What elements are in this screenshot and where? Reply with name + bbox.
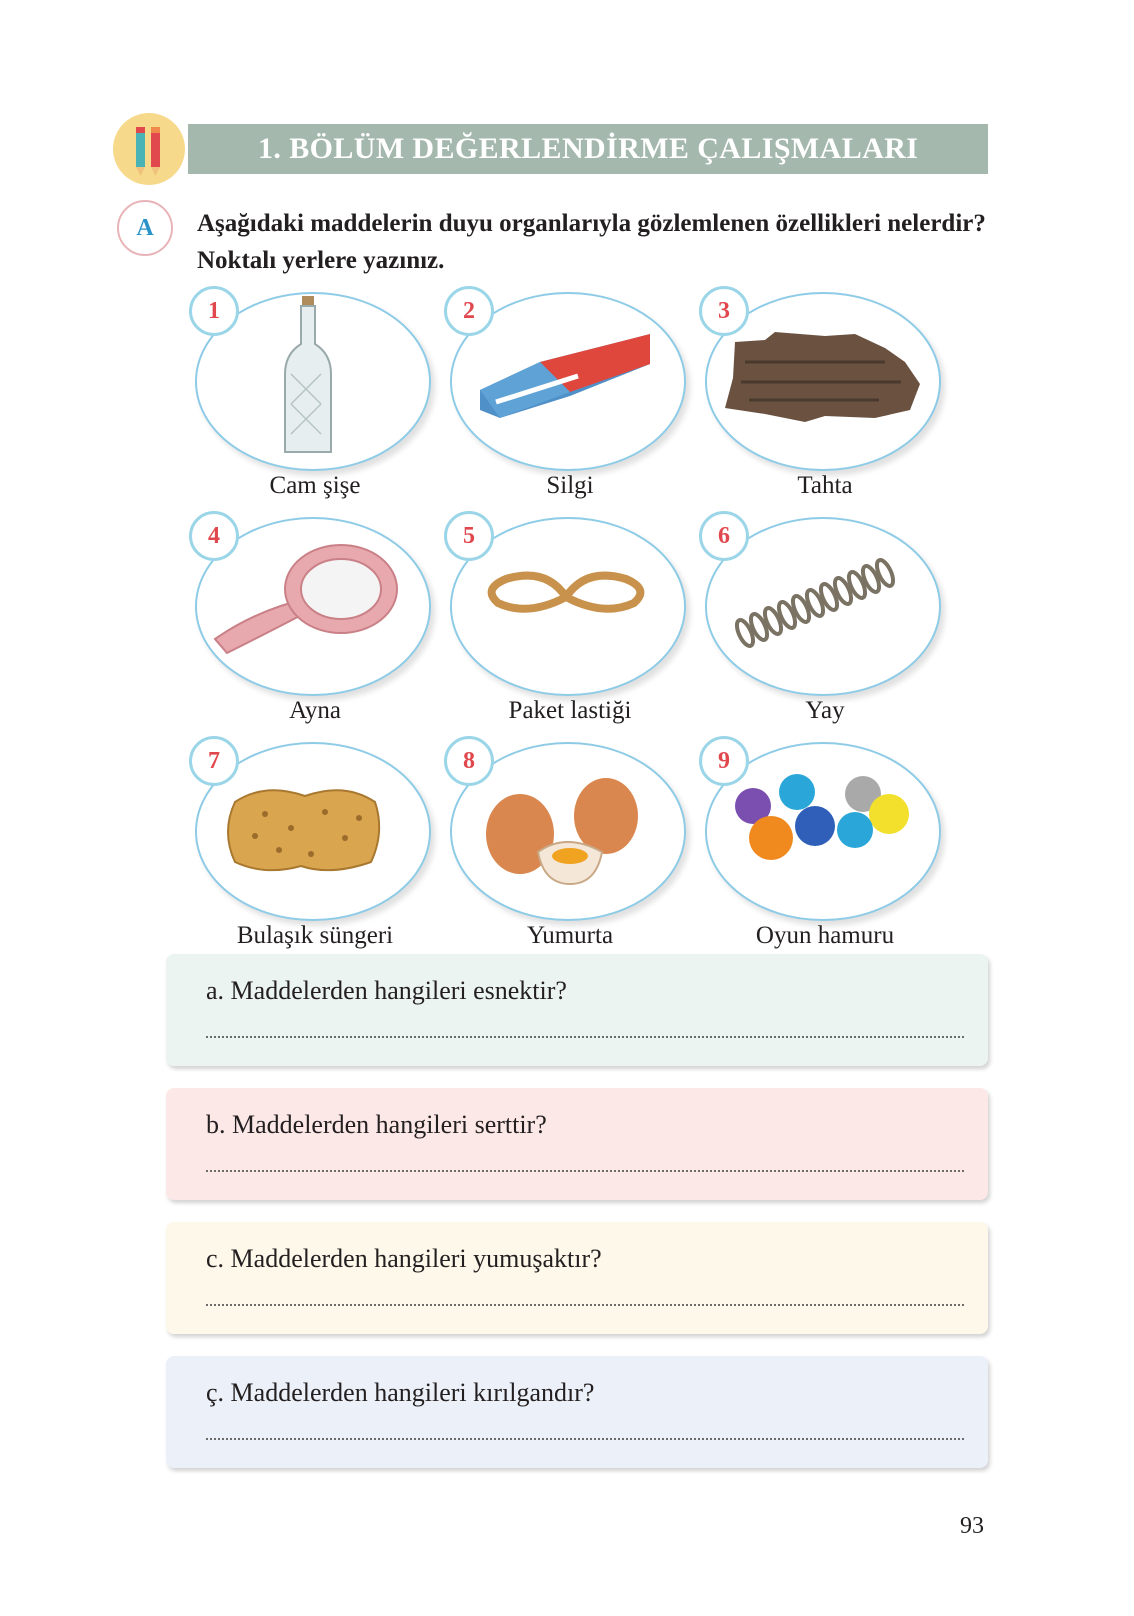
item-label: Bulaşık süngeri (236, 922, 394, 949)
answer-line[interactable] (206, 1170, 964, 1172)
item-label: Ayna (289, 697, 341, 724)
question-text: a. Maddelerden hangileri esnektir? (206, 976, 567, 1005)
item-label: Silgi (546, 472, 594, 499)
pencil-badge-icon (113, 113, 185, 185)
answer-line[interactable] (206, 1438, 964, 1440)
page-number: 93 (960, 1513, 984, 1539)
section-letter-badge: A (117, 200, 173, 256)
item-card (705, 292, 945, 542)
question-box-c (166, 1222, 988, 1334)
item-label: Tahta (797, 472, 853, 499)
item-card (195, 517, 435, 767)
item-label: Yumurta (526, 922, 614, 949)
item-number-badge: 8 (444, 736, 494, 786)
item-card (705, 517, 945, 767)
question-text: b. Maddelerden hangileri serttir? (206, 1110, 547, 1139)
item-label: Oyun hamuru (755, 922, 895, 949)
answer-line[interactable] (206, 1036, 964, 1038)
question-text: ç. Maddelerden hangileri kırılgandır? (206, 1378, 595, 1407)
item-label: Paket lastiği (508, 697, 632, 724)
instruction-text: Aşağıdaki maddelerin duyu organlarıyla gözlemlenen özellikleri nelerdir? Noktalı yerlere yazınız. (197, 210, 986, 274)
answer-line[interactable] (206, 1304, 964, 1306)
item-card (450, 292, 690, 542)
item-number-badge: 4 (189, 511, 239, 561)
question-box-a (166, 954, 988, 1066)
item-card (195, 292, 435, 542)
item-number-badge: 6 (699, 511, 749, 561)
item-number-badge: 7 (189, 736, 239, 786)
question-box-b (166, 1088, 988, 1200)
item-label: Cam şişe (269, 472, 361, 499)
item-number-badge: 1 (189, 286, 239, 336)
item-number-badge: 9 (699, 736, 749, 786)
page-title: 1. BÖLÜM DEĞERLENDİRME ÇALIŞMALARI (258, 132, 919, 165)
item-card (450, 517, 690, 767)
item-number-badge: 3 (699, 286, 749, 336)
question-box-cc (166, 1356, 988, 1468)
item-number-badge: 5 (444, 511, 494, 561)
item-number-badge: 2 (444, 286, 494, 336)
question-text: c. Maddelerden hangileri yumuşaktır? (206, 1244, 602, 1273)
item-label: Yay (805, 697, 845, 724)
